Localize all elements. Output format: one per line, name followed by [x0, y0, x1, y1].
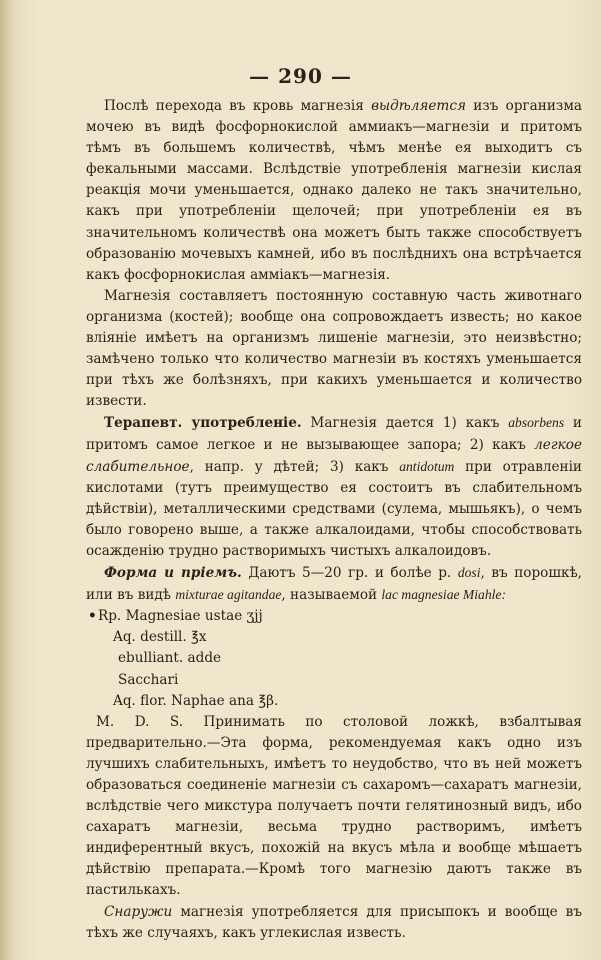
emphasis: выдѣляется	[371, 98, 466, 114]
recipe-line	[86, 606, 582, 627]
text-run: Послѣ перехода въ кровь магнезія	[104, 98, 372, 114]
paragraph-external-use	[86, 902, 582, 944]
paragraph-composition: Магнезія составляетъ постоянную составную часть животнаго организма (костей); вообще она сопровождаетъ известь; но какое вліяніе имѣетъ на организмъ лишеніе магнезіи, это неизвѣстно; замѣчено только что количество магнезіи въ костяхъ уменьшается при тѣхъ же болѣзняхъ, при какихъ уменьшается и количество извести.	[86, 287, 582, 410]
page-number: — 290 —	[249, 64, 352, 88]
text-run: изъ организма мочею въ видѣ фосфорнокислой аммиакъ—магнезіи и притомъ тѣмъ въ большемъ количествѣ, чѣмъ менѣе ея выходитъ съ фекальными массами. Вслѣдствіе употребленія магнезіи кислая реакція мочи уменьшается, однако далеко не такъ значительно, какъ при употребленіи щелочей; при употребленіи ея въ значительномъ количествѣ она можетъ быть также способствуетъ образованію мочевыхъ камней, ибо въ послѣднихъ она встрѣчается какъ фосфорнокислая аммiакъ—магнезія.	[86, 98, 582, 283]
bullet-mark: •	[88, 608, 97, 625]
latin-term: antidotum	[399, 458, 455, 474]
recipe-text: Rp. Magnesiae ustae ʒjj	[98, 608, 263, 625]
text-run: магнезія употребляется для присыпокъ и вообще въ тѣхъ же случаяхъ, какъ углекислая известь.	[86, 903, 582, 941]
emphasis: легкое слабительное	[86, 436, 582, 475]
body-text	[86, 96, 582, 944]
section-heading-therapeutic: Терапевт. употребленіе.	[104, 415, 302, 432]
section-heading-form: Форма и пріемъ.	[104, 565, 242, 582]
text-run: при отравленіи кислотами (тутъ преимущество ея состоитъ въ слабительномъ дѣйствіи), металлическими средствами (сулема, мышьякъ), о чемъ было говорено выше, а также алкалоидами, чтобы способствовать осажденію трудно растворимыхъ чистыхъ алкалоидовъ.	[86, 458, 582, 559]
recipe-line: Aq. flor. Naphae ana ℥β.	[113, 692, 279, 709]
paragraph-therapeutic-use	[86, 412, 582, 562]
text-run: Магнезія дается 1) какъ	[301, 415, 509, 432]
text-run: , въ порошкѣ, или въ видѣ	[86, 565, 582, 604]
paragraph-form-and-dose	[86, 562, 582, 606]
text-run: , напр. у дѣтей; 3) какъ	[189, 458, 400, 475]
recipe-line: Aq. destill. ℥x	[113, 629, 207, 646]
latin-term: absorbens	[508, 415, 565, 431]
latin-term: mixturae agitandae	[175, 587, 282, 603]
paragraph-signature: M. D. S. Принимать по столовой ложкѣ, взбалтывая предварительно.—Эта форма, рекомендуемая какъ одно изъ лучшихъ слабительныхъ, имѣетъ то неудобство, что въ ней можетъ образоваться соединеніе магнезіи съ сахаромъ—сахаратъ магнезіи, вслѣдствіе чего микстура получаетъ почти гелятинозный видъ, ибо сахаратъ магнезіи, весьма трудно растворимъ, имѣетъ индиферентный вкусъ, похожій на вкусъ мѣла и вообще мѣшаетъ дѣйствію препарата.—Кромѣ того магнезію даютъ также въ пастилькахъ.	[86, 713, 582, 899]
text-run: , называемой	[281, 587, 382, 604]
recipe-line: Sacchari	[118, 671, 179, 688]
paragraph-excretion	[86, 96, 582, 286]
latin-term: dosi	[457, 565, 481, 581]
text-run: и притомъ самое легкое и не вызывающее запора; 2) какъ	[86, 415, 582, 453]
section-heading-external: Снаружи	[104, 903, 173, 920]
text-run: Даютъ 5—20 гр. и болѣе р.	[241, 565, 458, 582]
latin-term: lac magnesiae Miahle:	[381, 587, 506, 603]
recipe-line: ebulliant. adde	[118, 650, 222, 667]
